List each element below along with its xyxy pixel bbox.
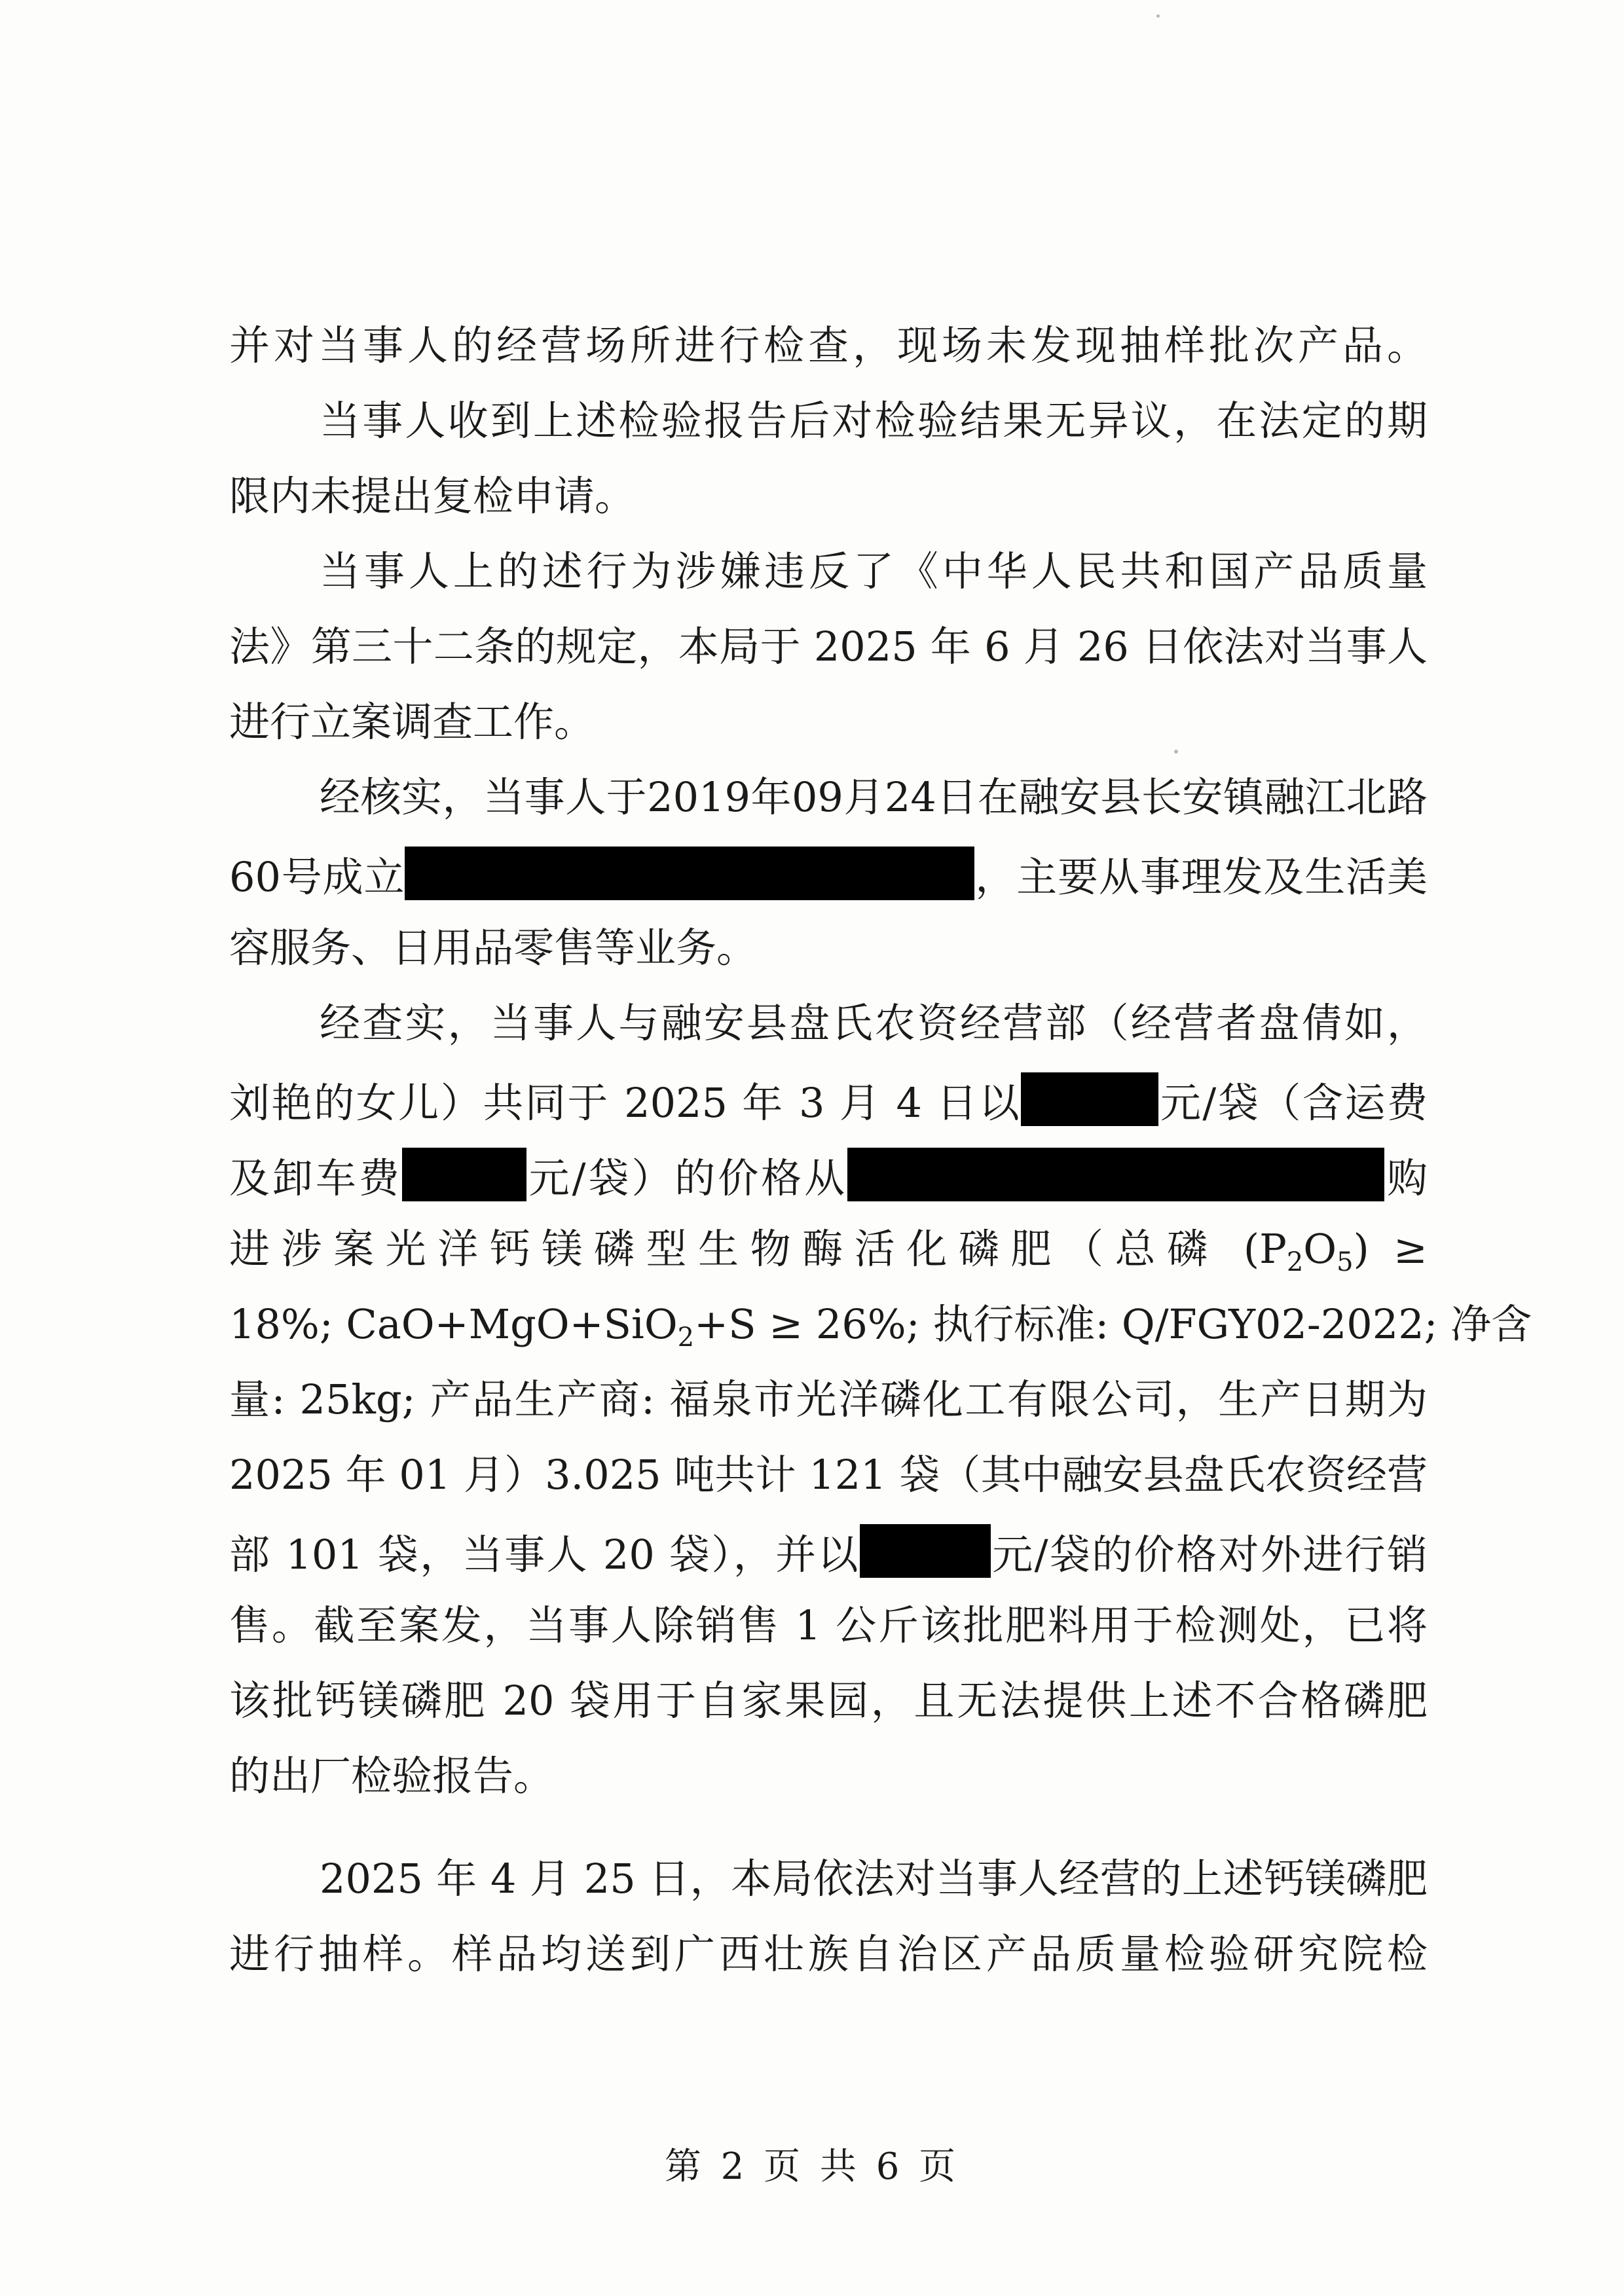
text-line-16: 2025 年 01 月）3.025 吨共计 121 袋（其中融安县盘氏农资经营 <box>229 1451 1428 1499</box>
text-line-5: 法》第三十二条的规定，本局于 2025 年 6 月 26 日依法对当事人 <box>229 623 1428 670</box>
text-line-15: 量: 25kg; 产品生产商: 福泉市光洋磷化工有限公司，生产日期为 <box>229 1376 1428 1423</box>
text-line-12: 及卸车费 元/袋）的价格从 购 <box>229 1148 1428 1200</box>
text-line-22: 进行抽样。样品均送到广西壮族自治区产品质量检验研究院检 <box>229 1930 1428 1978</box>
text-line-11: 刘艳的女儿）共同于 2025 年 3 月 4 日以 元/袋（含运费 <box>229 1072 1428 1125</box>
text-line-17: 部 101 袋，当事人 20 袋），并以 元/袋的价格对外进行销 <box>229 1524 1428 1576</box>
redaction-block <box>402 1148 526 1201</box>
redaction-block <box>1021 1072 1158 1126</box>
text-line-7: 经核实，当事人于2019年09月24日在融安县长安镇融江北路 <box>320 773 1428 821</box>
scan-speck <box>1174 750 1178 754</box>
text-line-8: 60号成立 ，主要从事理发及生活美 <box>229 847 1428 899</box>
text-line-14: 18%; CaO+MgO+SiO$_2$+S ≥ 26%; 执行标准: Q/FGY02-2022; 净含 <box>229 1300 1532 1353</box>
text-line-13: 进涉案光洋钙镁磷型生物酶活化磷肥（总磷 $(P_2O_5)$ ≥ <box>229 1225 1428 1277</box>
text-line-10: 经查实，当事人与融安县盘氏农资经营部（经营者盘倩如， <box>320 999 1428 1047</box>
redaction-block <box>860 1524 991 1578</box>
text-line-19: 该批钙镁磷肥 20 袋用于自家果园，且无法提供上述不合格磷肥 <box>229 1677 1428 1724</box>
scan-speck <box>1156 14 1160 18</box>
page-footer: 第 2 页 共 6 页 <box>664 2145 960 2188</box>
redaction-block <box>405 847 974 900</box>
text-line-6: 进行立案调查工作。 <box>229 698 595 746</box>
text-line-4: 当事人上的述行为涉嫌违反了《中华人民共和国产品质量 <box>320 547 1428 595</box>
redaction-block <box>847 1148 1384 1201</box>
text-line-2: 当事人收到上述检验报告后对检验结果无异议，在法定的期 <box>320 397 1428 445</box>
text-line-3: 限内未提出复检申请。 <box>229 472 636 520</box>
text-line-18: 售。截至案发，当事人除销售 1 公斤该批肥料用于检测处，已将 <box>229 1601 1428 1649</box>
text-line-21: 2025 年 4 月 25 日，本局依法对当事人经营的上述钙镁磷肥 <box>320 1855 1428 1903</box>
text-line-1: 并对当事人的经营场所进行检查，现场未发现抽样批次产品。 <box>229 321 1428 369</box>
text-line-9: 容服务、日用品零售等业务。 <box>229 924 758 972</box>
text-line-20: 的出厂检验报告。 <box>229 1752 555 1800</box>
